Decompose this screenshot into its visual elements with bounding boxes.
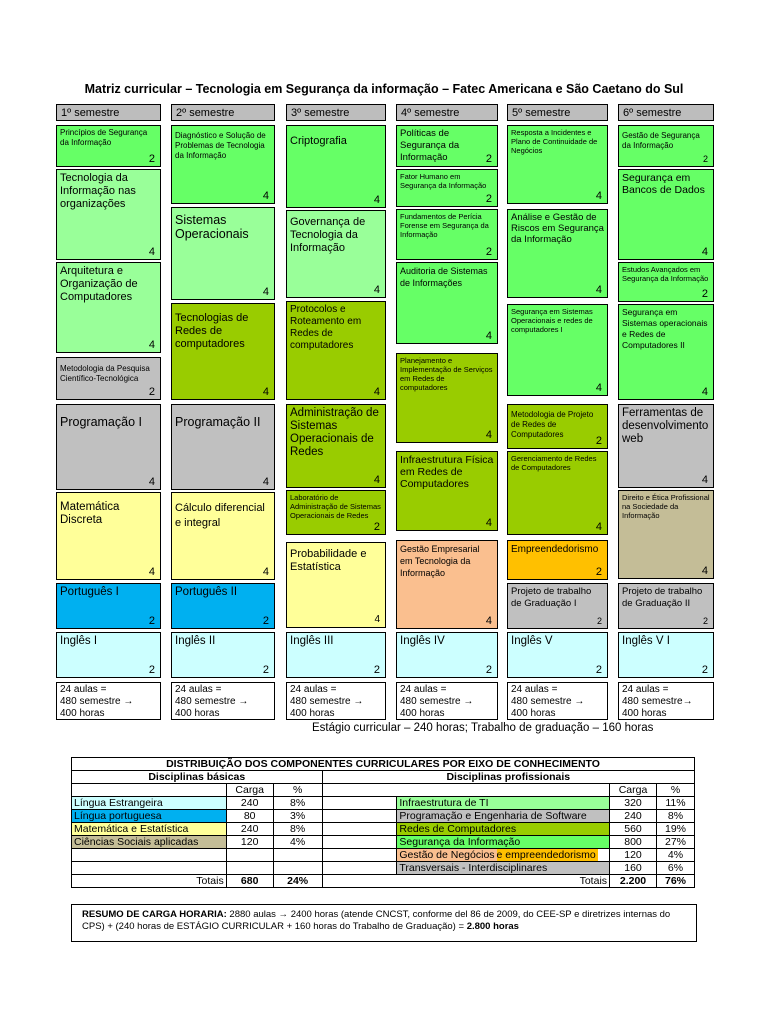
course-credits: 2 (148, 153, 155, 165)
table-cell (273, 849, 322, 862)
course-credits: 4 (595, 190, 602, 202)
course-name: Segurança em Bancos de Dados (622, 172, 705, 196)
prof-area: Programação e Engenharia de Software (397, 810, 610, 823)
course-credits: 2 (373, 521, 380, 533)
table-cell (72, 784, 227, 797)
prof-area: Infraestrutura de TI (397, 797, 610, 810)
course-cell (171, 125, 275, 204)
prof-carga: 320 (610, 797, 657, 810)
course-cell (56, 632, 161, 678)
course-name: Empreendedorismo (511, 544, 599, 555)
course-cell (286, 404, 386, 488)
table-cell (273, 862, 322, 875)
hours-line: 480 semestre → (175, 696, 249, 707)
course-cell (56, 169, 161, 260)
course-credits: 2 (148, 664, 155, 676)
semester-6-header: 6º semestre (618, 104, 714, 121)
course-name: Arquitetura e Organização de Computadores (60, 265, 138, 303)
course-credits: 4 (373, 194, 380, 206)
course-credits: 2 (701, 664, 708, 676)
course-name: Projeto de trabalho de Graduação I (511, 586, 592, 609)
hours-line: 24 aulas = (175, 684, 222, 695)
course-cell (507, 451, 608, 535)
course-credits: 4 (262, 190, 269, 202)
course-cell (171, 404, 275, 490)
course-cell (171, 632, 275, 678)
course-name: Inglês V I (622, 635, 670, 647)
basic-carga: 240 (226, 797, 273, 810)
hours-line: 480 semestre → (290, 696, 364, 707)
course-cell (396, 125, 498, 167)
page-title: Matriz curricular – Tecnologia em Segurança da informação – Fatec Americana e São Caetano do Sul (84, 82, 684, 96)
course-name: Fundamentos de Perícia Forense em Segurança da Informação (400, 212, 489, 239)
course-name: Administração de Sistemas Operacionais de Redes (290, 407, 379, 458)
course-cell (396, 169, 498, 207)
course-credits: 2 (702, 616, 708, 626)
table-row (72, 797, 695, 810)
prof-total-pct: 76% (656, 875, 694, 888)
prof-pct: 6% (656, 862, 694, 875)
semester-hours (171, 682, 275, 720)
semester-2-header: 2º semestre (171, 104, 275, 121)
distribution-title: DISTRIBUIÇÃO DOS COMPONENTES CURRICULARES POR EIXO DE CONHECIMENTO (72, 758, 695, 771)
course-cell (56, 357, 161, 400)
course-cell (507, 125, 608, 204)
course-cell (507, 632, 608, 678)
hours-line: 400 horas (175, 708, 220, 719)
course-credits: 4 (485, 615, 492, 627)
course-cell (171, 583, 275, 629)
prof-total: 2.200 (610, 875, 657, 888)
course-name: Criptografia (290, 135, 347, 147)
course-cell (618, 404, 714, 488)
hours-line: 400 horas (622, 708, 667, 719)
course-name: Projeto de trabalho de Graduação II (622, 586, 703, 609)
course-name: Português I (60, 586, 119, 598)
course-name: Resposta a Incidentes e Plano de Continuidade de Negócios (511, 128, 598, 155)
course-name: Protocolos e Roteamento em Redes de computadores (290, 304, 362, 351)
course-cell (507, 404, 608, 449)
course-cell (286, 632, 386, 678)
course-name: Probabilidade e Estatística (290, 548, 367, 573)
course-credits: 2 (595, 566, 602, 578)
course-name: Programação II (175, 415, 261, 429)
course-name: Metodologia da Pesquisa Científico-Tecnológica (60, 364, 150, 383)
course-name: Estudos Avançados em Segurança da Informação (622, 265, 709, 283)
course-name: Inglês I (60, 635, 98, 647)
prof-carga: 560 (610, 823, 657, 836)
basic-carga: 80 (226, 810, 273, 823)
course-name: Infraestrutura Física em Redes de Computadores (400, 454, 494, 490)
basic-pct: 8% (273, 823, 322, 836)
hours-line: 480 semestre → (60, 696, 134, 707)
course-name: Metodologia de Projeto de Redes de Computadores (511, 410, 594, 439)
course-name: Cálculo diferencial e integral (175, 502, 265, 529)
table-cell (322, 810, 397, 823)
basic-totals-label: Totais (72, 875, 227, 888)
course-credits: 2 (596, 616, 602, 626)
prof-carga: 800 (610, 836, 657, 849)
pct-header: % (656, 784, 694, 797)
basic-header: Disciplinas básicas (72, 771, 323, 784)
course-cell (618, 262, 714, 302)
course-credits: 4 (374, 614, 380, 625)
course-credits: 4 (701, 565, 708, 577)
prof-area (397, 849, 610, 862)
basic-pct: 3% (273, 810, 322, 823)
hours-line: 400 horas (290, 708, 335, 719)
course-credits: 4 (262, 386, 269, 398)
course-credits: 4 (595, 284, 602, 296)
course-credits: 2 (148, 386, 155, 398)
course-credits: 4 (148, 476, 155, 488)
course-cell (396, 540, 498, 629)
prof-area: Transversais - Interdisciplinares (397, 862, 610, 875)
course-credits: 4 (485, 517, 492, 529)
prof-carga: 120 (610, 849, 657, 862)
semester-hours (56, 682, 161, 720)
hours-line: 400 horas (511, 708, 556, 719)
prof-area-empreendedorismo: e empreendedorismo (496, 849, 596, 861)
course-cell (618, 490, 714, 579)
prof-pct: 11% (656, 797, 694, 810)
course-credits: 2 (262, 615, 269, 627)
course-cell (507, 209, 608, 298)
semester-1-header: 1º semestre (56, 104, 161, 121)
table-cell (322, 797, 397, 810)
prof-pct: 19% (656, 823, 694, 836)
prof-pct: 8% (656, 810, 694, 823)
course-cell (507, 540, 608, 580)
course-name: Políticas de Segurança da Informação (400, 128, 460, 163)
course-name: Português II (175, 586, 238, 598)
table-row (72, 862, 695, 875)
course-name: Princípios de Segurança da Informação (60, 128, 148, 147)
course-name: Análise e Gestão de Riscos em Segurança da Informação (511, 212, 604, 245)
hours-line: 24 aulas = (290, 684, 337, 695)
course-credits: 2 (702, 154, 708, 164)
course-cell (396, 262, 498, 344)
course-cell (507, 583, 608, 629)
course-credits: 4 (485, 330, 492, 342)
carga-header: Carga (226, 784, 273, 797)
table-row (72, 823, 695, 836)
course-name: Gestão Empresarial em Tecnologia da Informação (400, 544, 480, 578)
semester-3-header: 3º semestre (286, 104, 386, 121)
course-credits: 2 (262, 664, 269, 676)
distribution-table (71, 757, 695, 888)
course-cell (171, 207, 275, 300)
course-credits: 2 (485, 246, 492, 258)
course-credits: 4 (262, 476, 269, 488)
hours-line: 24 aulas = (511, 684, 558, 695)
course-cell (56, 125, 161, 167)
course-name: Inglês IV (400, 635, 445, 647)
course-credits: 4 (373, 474, 380, 486)
course-credits: 4 (701, 474, 708, 486)
hours-line: 24 aulas = (60, 684, 107, 695)
course-cell (286, 542, 386, 628)
course-name: Inglês II (175, 635, 216, 647)
semester-5-header: 5º semestre (507, 104, 608, 121)
course-cell (56, 492, 161, 580)
course-cell (56, 583, 161, 629)
course-credits: 4 (148, 246, 155, 258)
course-cell (286, 210, 386, 298)
table-row (72, 810, 695, 823)
prof-pct: 4% (656, 849, 694, 862)
prof-area-gestao: Gestão de Negócios (399, 849, 495, 861)
basic-area: Ciências Sociais aplicadas (72, 836, 227, 849)
course-cell (171, 303, 275, 400)
semester-hours (618, 682, 714, 720)
course-cell (171, 492, 275, 580)
course-name: Inglês V (511, 635, 553, 647)
hours-line: 480 semestre → (400, 696, 474, 707)
course-name: Tecnologia da Informação nas organizações (60, 172, 136, 210)
prof-carga: 160 (610, 862, 657, 875)
semester-hours (396, 682, 498, 720)
course-cell (507, 304, 608, 396)
basic-carga: 240 (226, 823, 273, 836)
table-cell (226, 849, 273, 862)
course-name: Sistemas Operacionais (175, 213, 249, 241)
course-name: Programação I (60, 415, 142, 429)
course-credits: 2 (373, 664, 380, 676)
basic-pct: 8% (273, 797, 322, 810)
course-cell (618, 125, 714, 167)
course-credits: 4 (373, 284, 380, 296)
course-cell (396, 209, 498, 260)
course-name: Ferramentas de desenvolvimento web (622, 407, 709, 445)
table-cell (322, 849, 397, 862)
course-name: Gerenciamento de Redes de Computadores (511, 454, 597, 472)
table-cell (322, 784, 609, 797)
prof-totals-label: Totais (322, 875, 609, 888)
hours-line: 480 semestre → (511, 696, 585, 707)
course-cell (618, 304, 714, 400)
semester-4-header: 4º semestre (396, 104, 498, 121)
course-credits: 4 (595, 382, 602, 394)
course-cell (56, 262, 161, 353)
pct-header: % (273, 784, 322, 797)
summary-text: 2880 aulas → 2400 horas (atende CNCST, conforme del 86 de 2009, do CEE-SP e diretrizes internas do CPS) + (240 horas de ESTÁGIO CURRICULAR + 160 horas do Trabalho de Graduação) = (82, 909, 671, 932)
table-cell (72, 849, 227, 862)
prof-header: Disciplinas profissionais (322, 771, 694, 784)
course-credits: 2 (485, 153, 492, 165)
course-credits: 4 (701, 246, 708, 258)
table-row (72, 849, 695, 862)
course-cell (286, 490, 386, 535)
table-cell (322, 823, 397, 836)
course-credits: 4 (373, 386, 380, 398)
prof-pct: 27% (656, 836, 694, 849)
course-name: Auditoria de Sistemas de Informações (400, 266, 488, 288)
basic-carga: 120 (226, 836, 273, 849)
semester-hours (286, 682, 386, 720)
course-credits: 4 (485, 429, 492, 441)
course-credits: 2 (148, 615, 155, 627)
totals-row (72, 875, 695, 888)
hours-summary (71, 904, 697, 942)
course-name: Diagnóstico e Solução de Problemas de Tecnologia da Informação (175, 131, 266, 160)
course-credits: 4 (701, 386, 708, 398)
course-name: Tecnologias de Redes de computadores (175, 312, 249, 350)
course-name: Inglês III (290, 635, 334, 647)
table-cell (322, 836, 397, 849)
course-credits: 4 (595, 521, 602, 533)
basic-total-pct: 24% (273, 875, 322, 888)
course-cell (286, 125, 386, 208)
basic-pct: 4% (273, 836, 322, 849)
course-name: Segurança em Sistemas Operacionais e redes de computadores I (511, 307, 593, 334)
semester-hours (507, 682, 608, 720)
carga-header: Carga (610, 784, 657, 797)
prof-area: Segurança da Informação (397, 836, 610, 849)
course-cell (396, 353, 498, 443)
course-credits: 4 (148, 566, 155, 578)
course-cell (618, 632, 714, 678)
table-cell (72, 862, 227, 875)
summary-total: 2.800 horas (466, 921, 519, 932)
course-name: Planejamento e Implementação de Serviços em Redes de computadores (400, 356, 493, 392)
table-row (72, 836, 695, 849)
course-name: Segurança em Sistemas operacionais e Redes de Computadores II (622, 307, 708, 350)
course-credits: 2 (701, 288, 708, 300)
course-name: Direito e Ética Profissional na Sociedade da Informação (622, 493, 710, 520)
table-cell (226, 862, 273, 875)
table-cell (322, 862, 397, 875)
course-cell (618, 169, 714, 260)
course-cell (56, 404, 161, 490)
course-cell (618, 583, 714, 629)
course-credits: 2 (485, 664, 492, 676)
basic-area: Língua portuguesa (72, 810, 227, 823)
summary-label: RESUMO DE CARGA HORARIA: (82, 909, 227, 920)
course-cell (396, 451, 498, 531)
prof-carga: 240 (610, 810, 657, 823)
prof-area: Redes de Computadores (397, 823, 610, 836)
hours-line: 24 aulas = (622, 684, 669, 695)
course-name: Gestão de Segurança da Informação (622, 131, 700, 150)
hours-line: 400 horas (400, 708, 445, 719)
course-name: Laboratório de Administração de Sistemas Operacionais de Redes (290, 493, 381, 520)
basic-area: Língua Estrangeira (72, 797, 227, 810)
course-name: Matemática Discreta (60, 501, 120, 526)
hours-line: 480 semestre→ (622, 696, 693, 707)
hours-line: 24 aulas = (400, 684, 447, 695)
course-credits: 4 (262, 286, 269, 298)
course-credits: 2 (595, 664, 602, 676)
internship-note: Estágio curricular – 240 horas; Trabalho de graduação – 160 horas (312, 722, 654, 734)
basic-area: Matemática e Estatística (72, 823, 227, 836)
course-credits: 2 (595, 435, 602, 447)
course-name: Fator Humano em Segurança da Informação (400, 172, 487, 190)
basic-total: 680 (226, 875, 273, 888)
course-credits: 4 (148, 339, 155, 351)
course-cell (396, 632, 498, 678)
course-name: Governança de Tecnologia da Informação (290, 216, 366, 254)
course-credits: 4 (262, 566, 269, 578)
course-credits: 2 (485, 193, 492, 205)
course-cell (286, 301, 386, 400)
hours-line: 400 horas (60, 708, 105, 719)
